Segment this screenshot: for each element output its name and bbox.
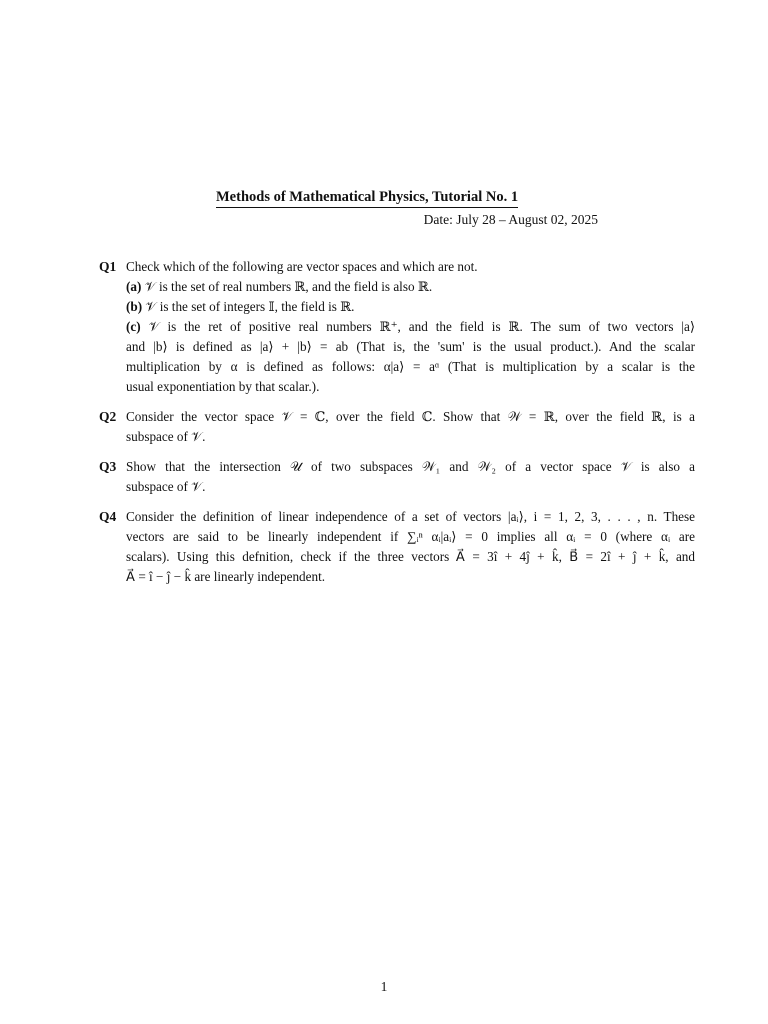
- part-label: (a): [126, 279, 142, 294]
- document-title: Methods of Mathematical Physics, Tutorial No. 1: [216, 188, 518, 208]
- part-text: 𝒱 is the set of real numbers ℝ, and the field is also ℝ.: [144, 279, 433, 294]
- question-number: Q3: [99, 459, 117, 474]
- question-body: [126, 507, 695, 587]
- question-part-b: [126, 297, 695, 317]
- question-text-line: scalars). Using this defnition, check if the three vectors A⃗ = 3î + 4ĵ + k̂, B⃗ = 2î + ĵ + k̂, and: [126, 549, 695, 564]
- question-text-line: subspace of 𝒱.: [126, 429, 206, 444]
- question-part-a: [126, 277, 695, 297]
- question-body: [126, 457, 695, 497]
- part-text: 𝒱 is the set of integers 𝕀, the field is ℝ.: [145, 299, 355, 314]
- question-1: [99, 257, 695, 397]
- question-text-line: vectors are said to be linearly independent if ∑ᵢⁿ αᵢ|aᵢ⟩ = 0 implies all αᵢ = 0 (where αᵢ are: [126, 529, 695, 544]
- question-text-line: and |b⟩ is defined as |a⟩ + |b⟩ = ab (That is, the 'sum' is the usual product.). And the scalar: [126, 339, 695, 354]
- part-text: 𝒱 is the ret of positive real numbers ℝ⁺, and the field is ℝ. The sum of two vectors |a⟩: [148, 319, 696, 334]
- question-list: [99, 257, 695, 597]
- question-text-line: Check which of the following are vector spaces and which are not.: [126, 259, 478, 274]
- question-2: [99, 407, 695, 447]
- question-body: [126, 257, 695, 397]
- question-text-line: Consider the vector space 𝒱 = ℂ, over the field ℂ. Show that 𝒲 = ℝ, over the field ℝ, is a: [126, 409, 695, 424]
- question-body: [126, 407, 695, 447]
- part-label: (b): [126, 299, 143, 314]
- document-header: [216, 188, 614, 229]
- question-text-line: multiplication by α is defined as follows: α|a⟩ = aᵅ (That is multiplication by a scalar is the: [126, 359, 695, 374]
- question-text-line: subspace of 𝒱.: [126, 479, 206, 494]
- document-date: Date: July 28 – August 02, 2025: [423, 212, 598, 227]
- page-number: 1: [380, 979, 388, 994]
- question-3: [99, 457, 695, 497]
- question-text-line: usual exponentiation by that scalar.).: [126, 379, 320, 394]
- question-text-line: A⃗ = î − ĵ − k̂ are linearly independent.: [126, 569, 326, 584]
- question-number: Q1: [99, 259, 117, 274]
- question-text-line: Consider the definition of linear independence of a set of vectors |aᵢ⟩, i = 1, 2, 3, . . . , n. These: [126, 509, 695, 524]
- part-label: (c): [126, 319, 141, 334]
- question-text-line: Show that the intersection 𝒰 of two subspaces 𝒲₁ and 𝒲₂ of a vector space 𝒱 is also a: [126, 459, 695, 474]
- question-4: [99, 507, 695, 587]
- question-part-c: [126, 317, 695, 337]
- question-number: Q2: [99, 409, 117, 424]
- question-number: Q4: [99, 509, 117, 524]
